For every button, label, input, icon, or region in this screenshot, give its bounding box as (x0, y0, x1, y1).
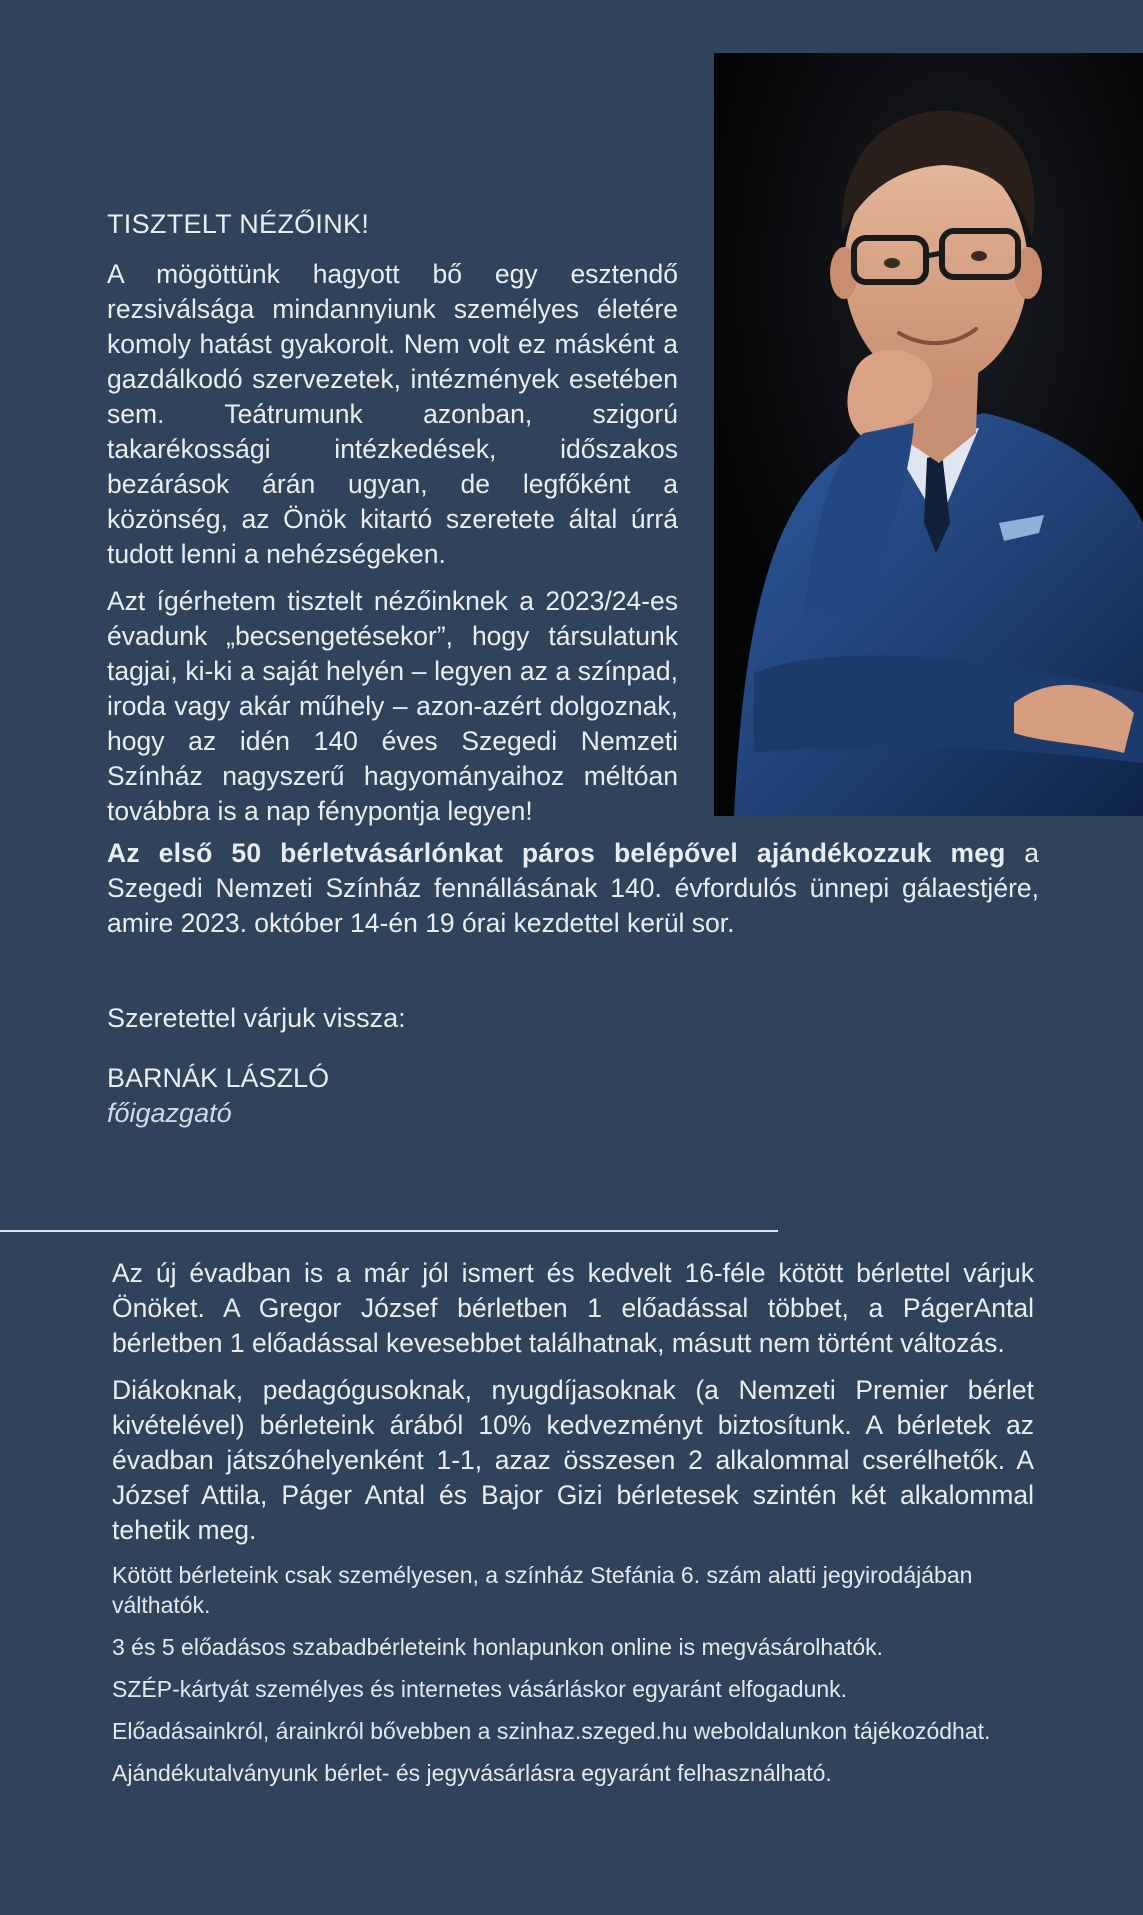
letter-paragraph-2: Azt ígérhetem tisztelt nézőinknek a 2023/24-es évadunk „becsengetésekor”, hogy társulatunk tagjai, ki-ki a saját helyén – legyen az a színpad, iroda vagy akár műhely – azon-azért dolgoznak, hogy az idén 140 éves Szegedi Nemzeti Színház nagyszerű hagyományaihoz méltóan továbbra is a nap fénypontja legyen! (107, 586, 678, 826)
signer-name: BARNÁK LÁSZLÓ (107, 1063, 330, 1093)
info-note-4: Előadásainkról, árainkról bővebben a szinhaz.szeged.hu weboldalunkon tájékozódhat. (112, 1718, 991, 1744)
info-note-1: Kötött bérleteink csak személyesen, a színház Stefánia 6. szám alatti jegyirodájában válthatók. (112, 1562, 973, 1618)
director-letter (107, 205, 678, 841)
letter-greeting: TISZTELT NÉZŐINK! (107, 209, 370, 239)
season-ticket-info (112, 1256, 1034, 1800)
gift-offer-paragraph (107, 836, 1039, 941)
letter-closing: Szeretettel várjuk vissza: (107, 1003, 406, 1033)
info-note-2: 3 és 5 előadásos szabadbérleteink honlapunkon online is megvásárolhatók. (112, 1634, 884, 1660)
gift-offer-details: a Szegedi Nemzeti Színház fennállásának 140. évfordulós ünnepi gálaestjére, amire 2023. október 14-én 19 órai kezdettel kerül sor. (107, 838, 1039, 938)
info-paragraph-1: Az új évadban is a már jól ismert és kedvelt 16-féle kötött bérlettel várjuk Önöket. A Gregor József bérletben 1 előadással többet, a PágerAntal bérletben 1 előadással kevesebbet találhatnak, másutt nem történt változás. (112, 1258, 1034, 1358)
info-note-3: SZÉP-kártyát személyes és internetes vásárláskor egyaránt elfogadunk. (112, 1676, 848, 1702)
signer-title: főigazgató (107, 1098, 232, 1128)
letter-paragraph-1: A mögöttünk hagyott bő egy esztendő rezsiválsága mindannyiunk személyes életére komoly hatást gyakorolt. Nem volt ez másként a gazdálkodó szervezetek, intézmények esetében sem. Teátrumunk azonban, szigorú takarékossági intézkedések, időszakos bezárások árán ugyan, de legfőként a közönség, az Önök kitartó szeretete által úrrá tudott lenni a nehézségeken. (107, 259, 678, 569)
director-portrait-photo (714, 53, 1143, 816)
info-notes (112, 1560, 1034, 1788)
info-note-5: Ajándékutalványunk bérlet- és jegyvásárlásra egyaránt felhasználható. (112, 1760, 832, 1786)
gift-offer-highlight: Az első 50 bérletvásárlónkat páros belépővel ajándékozzuk meg (107, 838, 1006, 868)
section-divider (0, 1230, 778, 1232)
info-paragraph-2: Diákoknak, pedagógusoknak, nyugdíjasoknak (a Nemzeti Premier bérlet kivételével) bérleteink árából 10% kedvezményt biztosítunk. A bérletek az évadban játszóhelyenként 1-1, azaz összesen 2 alkalommal cserélhetők. A József Attila, Páger Antal és Bajor Gizi bérletesek szintén két alkalommal tehetik meg. (112, 1375, 1034, 1545)
